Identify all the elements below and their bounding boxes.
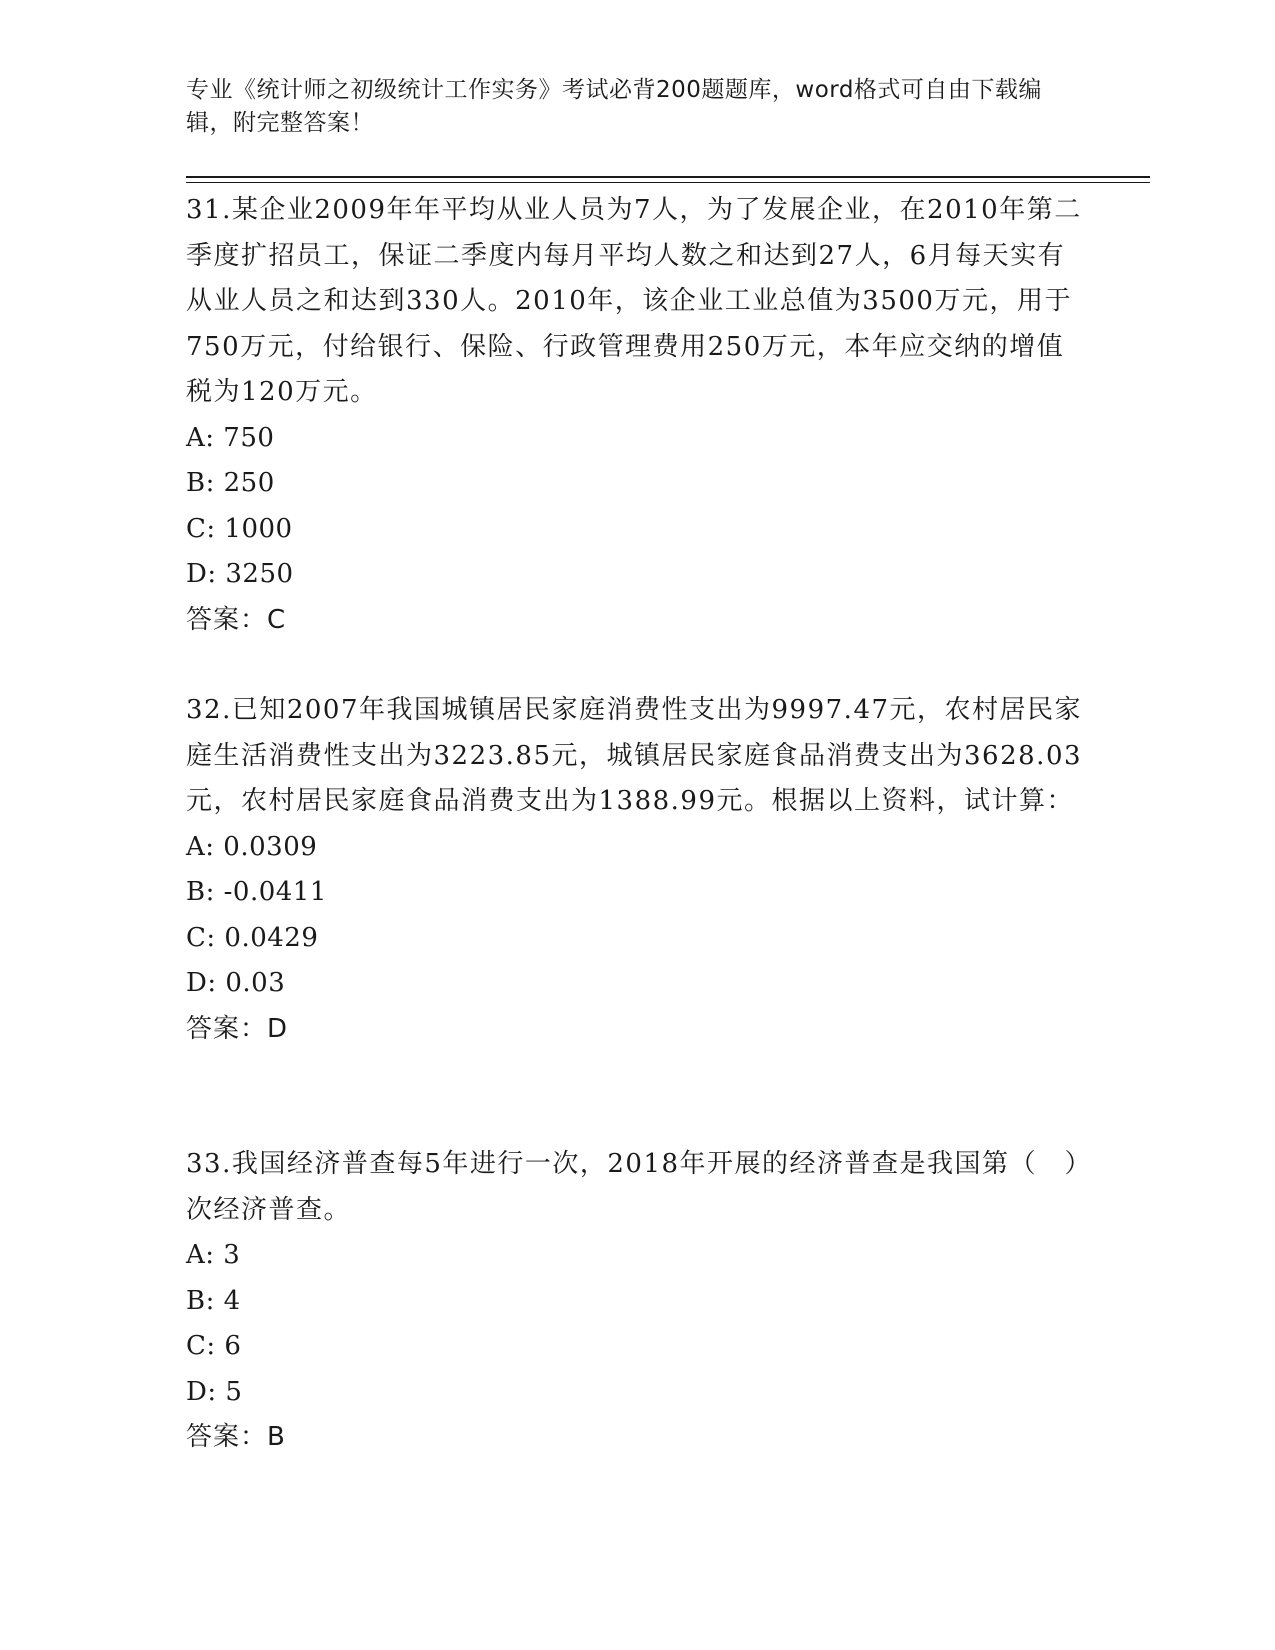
question-32 <box>186 688 1086 1052</box>
question-stem: 33.我国经济普查每5年进行一次，2018年开展的经济普查是我国第（ ）次经济普查。 <box>186 1149 1080 1225</box>
option-d: D: 5 <box>186 1376 243 1407</box>
header-rule-thin <box>186 182 1150 183</box>
option-c: C: 1000 <box>186 513 293 544</box>
option-d: D: 0.03 <box>186 968 286 998</box>
question-31 <box>186 188 1086 643</box>
option-b: B: 250 <box>186 468 275 498</box>
option-b: B: 4 <box>186 1285 241 1316</box>
option-a: A: 3 <box>186 1240 241 1270</box>
question-33 <box>186 1142 1086 1461</box>
option-c: C: 6 <box>186 1331 242 1361</box>
answer: 答案：B <box>186 1422 286 1452</box>
option-a: A: 0.0309 <box>186 831 318 862</box>
option-b: B: -0.0411 <box>186 877 327 907</box>
option-d: D: 3250 <box>186 559 294 589</box>
option-c: C: 0.0429 <box>186 922 319 953</box>
answer: 答案：D <box>186 1013 289 1044</box>
option-a: A: 750 <box>186 422 275 453</box>
header-rule-thick <box>186 176 1150 178</box>
document-header: 专业《统计师之初级统计工作实务》考试必背200题题库，word格式可自由下载编辑，附完整答案！ <box>186 77 1042 136</box>
answer: 答案：C <box>186 604 287 635</box>
question-stem: 32.已知2007年我国城镇居民家庭消费性支出为9997.47元，农村居民家庭生活消费性支出为3223.85元，城镇居民家庭食品消费支出为3628.03元，农村居民家庭食品消费支出为1388.99元。根据以上资料，试计算： <box>186 695 1083 816</box>
question-stem: 31.某企业2009年年平均从业人员为7人，为了发展企业，在2010年第二季度扩招员工，保证二季度内每月平均人数之和达到27人，6月每天实有从业人员之和达到330人。2010年，该企业工业总值为3500万元，用于750万元，付给银行、保险、行政管理费用250万元，本年应交纳的增值税为120万元。 <box>186 195 1082 407</box>
